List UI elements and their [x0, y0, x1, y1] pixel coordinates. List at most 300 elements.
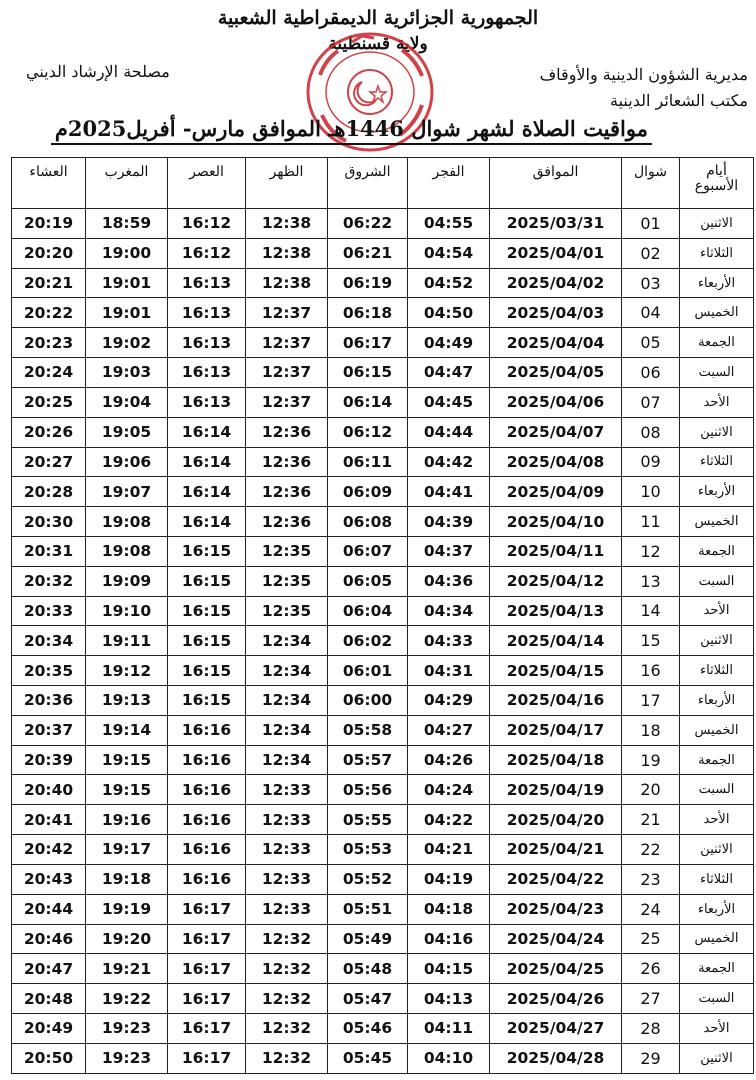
cell-fajr: 04:49: [408, 328, 490, 358]
column-header-day: [680, 158, 754, 209]
cell-isha: 20:47: [12, 954, 86, 984]
cell-asr: 16:13: [168, 358, 246, 388]
cell-day: الأحد: [680, 1013, 754, 1043]
cell-shuruq: 05:45: [328, 1043, 408, 1073]
cell-asr: 16:17: [168, 1013, 246, 1043]
cell-fajr: 04:33: [408, 626, 490, 656]
cell-asr: 16:14: [168, 507, 246, 537]
cell-day: الخميس: [680, 715, 754, 745]
cell-shuruq: 06:01: [328, 656, 408, 686]
cell-day: الاثنين: [680, 835, 754, 865]
cell-date: 2025/03/31: [490, 209, 622, 239]
cell-fajr: 04:15: [408, 954, 490, 984]
cell-shawwal: 23: [622, 864, 680, 894]
cell-asr: 16:15: [168, 686, 246, 716]
cell-dhuhr: 12:36: [246, 417, 328, 447]
cell-day: السبت: [680, 984, 754, 1014]
cell-day: الاثنين: [680, 626, 754, 656]
cell-maghrib: 19:08: [86, 536, 168, 566]
cell-shuruq: 06:05: [328, 566, 408, 596]
cell-day: السبت: [680, 775, 754, 805]
cell-maghrib: 19:15: [86, 745, 168, 775]
column-header-shuruq: الشروق: [328, 158, 408, 209]
cell-maghrib: 19:16: [86, 805, 168, 835]
cell-shawwal: 24: [622, 894, 680, 924]
cell-fajr: 04:11: [408, 1013, 490, 1043]
cell-asr: 16:16: [168, 835, 246, 865]
cell-day: الأحد: [680, 805, 754, 835]
cell-date: 2025/04/01: [490, 238, 622, 268]
cell-isha: 20:46: [12, 924, 86, 954]
cell-maghrib: 19:18: [86, 864, 168, 894]
cell-maghrib: 19:04: [86, 387, 168, 417]
cell-fajr: 04:18: [408, 894, 490, 924]
cell-fajr: 04:27: [408, 715, 490, 745]
cell-shawwal: 05: [622, 328, 680, 358]
province-name: ولاية قسنطينة: [328, 34, 428, 54]
cell-day: الأربعاء: [680, 894, 754, 924]
column-header-dhuhr: الظهر: [246, 158, 328, 209]
cell-isha: 20:34: [12, 626, 86, 656]
cell-day: الاثنين: [680, 1043, 754, 1073]
cell-date: 2025/04/26: [490, 984, 622, 1014]
cell-isha: 20:25: [12, 387, 86, 417]
cell-dhuhr: 12:37: [246, 387, 328, 417]
cell-date: 2025/04/19: [490, 775, 622, 805]
cell-shawwal: 27: [622, 984, 680, 1014]
cell-maghrib: 19:14: [86, 715, 168, 745]
cell-asr: 16:14: [168, 417, 246, 447]
cell-maghrib: 19:00: [86, 238, 168, 268]
cell-date: 2025/04/09: [490, 477, 622, 507]
cell-shuruq: 05:55: [328, 805, 408, 835]
table-row: [12, 775, 754, 805]
cell-maghrib: 19:01: [86, 268, 168, 298]
cell-day: الأحد: [680, 596, 754, 626]
cell-shuruq: 06:12: [328, 417, 408, 447]
service-name: مصلحة الإرشاد الديني: [26, 62, 170, 81]
table-row: [12, 387, 754, 417]
table-row: [12, 924, 754, 954]
cell-date: 2025/04/13: [490, 596, 622, 626]
cell-shuruq: 06:00: [328, 686, 408, 716]
cell-shuruq: 06:07: [328, 536, 408, 566]
cell-shawwal: 19: [622, 745, 680, 775]
table-row: [12, 447, 754, 477]
cell-shuruq: 06:15: [328, 358, 408, 388]
cell-asr: 16:12: [168, 238, 246, 268]
cell-isha: 20:48: [12, 984, 86, 1014]
cell-isha: 20:44: [12, 894, 86, 924]
cell-maghrib: 18:59: [86, 209, 168, 239]
column-header-date: الموافق: [490, 158, 622, 209]
cell-maghrib: 19:01: [86, 298, 168, 328]
cell-day: الأحد: [680, 387, 754, 417]
cell-date: 2025/04/14: [490, 626, 622, 656]
cell-maghrib: 19:23: [86, 1043, 168, 1073]
cell-dhuhr: 12:34: [246, 626, 328, 656]
cell-maghrib: 19:23: [86, 1013, 168, 1043]
cell-asr: 16:16: [168, 775, 246, 805]
table-row: [12, 745, 754, 775]
table-row: [12, 626, 754, 656]
cell-day: الأربعاء: [680, 268, 754, 298]
cell-fajr: 04:54: [408, 238, 490, 268]
cell-maghrib: 19:05: [86, 417, 168, 447]
cell-shuruq: 05:46: [328, 1013, 408, 1043]
cell-day: الجمعة: [680, 745, 754, 775]
cell-shuruq: 05:56: [328, 775, 408, 805]
cell-asr: 16:15: [168, 626, 246, 656]
cell-shuruq: 06:11: [328, 447, 408, 477]
cell-fajr: 04:55: [408, 209, 490, 239]
cell-day: السبت: [680, 358, 754, 388]
cell-fajr: 04:29: [408, 686, 490, 716]
prayer-times-table: [11, 157, 754, 1074]
cell-date: 2025/04/17: [490, 715, 622, 745]
cell-asr: 16:17: [168, 984, 246, 1014]
cell-date: 2025/04/18: [490, 745, 622, 775]
cell-fajr: 04:37: [408, 536, 490, 566]
table-header-row: [12, 158, 754, 209]
cell-shuruq: 05:48: [328, 954, 408, 984]
cell-isha: 20:42: [12, 835, 86, 865]
cell-fajr: 04:42: [408, 447, 490, 477]
cell-isha: 20:31: [12, 536, 86, 566]
table-row: [12, 358, 754, 388]
cell-shuruq: 06:02: [328, 626, 408, 656]
cell-date: 2025/04/20: [490, 805, 622, 835]
column-header-shawwal: شوال: [622, 158, 680, 209]
cell-maghrib: 19:08: [86, 507, 168, 537]
cell-shuruq: 05:53: [328, 835, 408, 865]
cell-maghrib: 19:17: [86, 835, 168, 865]
cell-date: 2025/04/07: [490, 417, 622, 447]
cell-maghrib: 19:19: [86, 894, 168, 924]
cell-maghrib: 19:06: [86, 447, 168, 477]
cell-date: 2025/04/27: [490, 1013, 622, 1043]
cell-dhuhr: 12:38: [246, 268, 328, 298]
cell-dhuhr: 12:33: [246, 894, 328, 924]
cell-asr: 16:13: [168, 268, 246, 298]
table-row: [12, 298, 754, 328]
cell-asr: 16:17: [168, 1043, 246, 1073]
cell-asr: 16:16: [168, 745, 246, 775]
cell-shawwal: 28: [622, 1013, 680, 1043]
cell-shawwal: 03: [622, 268, 680, 298]
cell-shuruq: 05:47: [328, 984, 408, 1014]
cell-day: الأربعاء: [680, 477, 754, 507]
cell-shuruq: 06:21: [328, 238, 408, 268]
cell-shawwal: 25: [622, 924, 680, 954]
table-row: [12, 805, 754, 835]
cell-fajr: 04:31: [408, 656, 490, 686]
cell-date: 2025/04/24: [490, 924, 622, 954]
cell-isha: 20:30: [12, 507, 86, 537]
cell-shawwal: 06: [622, 358, 680, 388]
cell-day: الثلاثاء: [680, 864, 754, 894]
table-row: [12, 417, 754, 447]
cell-date: 2025/04/21: [490, 835, 622, 865]
cell-asr: 16:13: [168, 328, 246, 358]
page-title: مواقيت الصلاة لشهر شوال 1446هـ الموافق مارس- أفريل2025م: [51, 116, 652, 145]
cell-day: الخميس: [680, 507, 754, 537]
cell-fajr: 04:34: [408, 596, 490, 626]
cell-maghrib: 19:02: [86, 328, 168, 358]
cell-dhuhr: 12:35: [246, 536, 328, 566]
table-row: [12, 536, 754, 566]
cell-shawwal: 10: [622, 477, 680, 507]
cell-fajr: 04:41: [408, 477, 490, 507]
cell-shawwal: 07: [622, 387, 680, 417]
cell-shawwal: 20: [622, 775, 680, 805]
cell-maghrib: 19:22: [86, 984, 168, 1014]
column-header-fajr: الفجر: [408, 158, 490, 209]
table-row: [12, 209, 754, 239]
cell-dhuhr: 12:38: [246, 209, 328, 239]
cell-asr: 16:17: [168, 954, 246, 984]
cell-shuruq: 05:58: [328, 715, 408, 745]
cell-fajr: 04:50: [408, 298, 490, 328]
cell-shawwal: 08: [622, 417, 680, 447]
cell-shuruq: 06:04: [328, 596, 408, 626]
cell-isha: 20:33: [12, 596, 86, 626]
table-row: [12, 686, 754, 716]
cell-isha: 20:20: [12, 238, 86, 268]
cell-day: الاثنين: [680, 209, 754, 239]
cell-shuruq: 05:52: [328, 864, 408, 894]
cell-shawwal: 15: [622, 626, 680, 656]
table-row: [12, 238, 754, 268]
cell-asr: 16:14: [168, 447, 246, 477]
cell-shawwal: 22: [622, 835, 680, 865]
cell-shawwal: 17: [622, 686, 680, 716]
cell-asr: 16:17: [168, 924, 246, 954]
cell-date: 2025/04/10: [490, 507, 622, 537]
cell-dhuhr: 12:35: [246, 566, 328, 596]
table-row: [12, 835, 754, 865]
cell-shuruq: 05:49: [328, 924, 408, 954]
cell-maghrib: 19:15: [86, 775, 168, 805]
cell-day: الخميس: [680, 924, 754, 954]
directorate-name: مديرية الشؤون الدينية والأوقاف: [539, 65, 748, 84]
cell-fajr: 04:45: [408, 387, 490, 417]
cell-dhuhr: 12:34: [246, 715, 328, 745]
cell-date: 2025/04/22: [490, 864, 622, 894]
cell-day: الأربعاء: [680, 686, 754, 716]
cell-isha: 20:22: [12, 298, 86, 328]
cell-shawwal: 13: [622, 566, 680, 596]
cell-fajr: 04:19: [408, 864, 490, 894]
cell-asr: 16:13: [168, 387, 246, 417]
cell-maghrib: 19:03: [86, 358, 168, 388]
cell-maghrib: 19:10: [86, 596, 168, 626]
cell-shawwal: 18: [622, 715, 680, 745]
cell-day: الخميس: [680, 298, 754, 328]
cell-isha: 20:36: [12, 686, 86, 716]
cell-day: الثلاثاء: [680, 656, 754, 686]
cell-maghrib: 19:13: [86, 686, 168, 716]
cell-dhuhr: 12:33: [246, 864, 328, 894]
cell-fajr: 04:13: [408, 984, 490, 1014]
cell-isha: 20:39: [12, 745, 86, 775]
cell-shuruq: 06:19: [328, 268, 408, 298]
cell-asr: 16:15: [168, 656, 246, 686]
cell-day: الثلاثاء: [680, 447, 754, 477]
cell-shawwal: 12: [622, 536, 680, 566]
column-header-asr: العصر: [168, 158, 246, 209]
cell-day: الاثنين: [680, 417, 754, 447]
cell-shuruq: 05:51: [328, 894, 408, 924]
cell-shawwal: 02: [622, 238, 680, 268]
cell-dhuhr: 12:37: [246, 298, 328, 328]
cell-maghrib: 19:07: [86, 477, 168, 507]
cell-date: 2025/04/03: [490, 298, 622, 328]
cell-date: 2025/04/16: [490, 686, 622, 716]
cell-dhuhr: 12:37: [246, 358, 328, 388]
cell-maghrib: 19:20: [86, 924, 168, 954]
table-row: [12, 328, 754, 358]
cell-asr: 16:12: [168, 209, 246, 239]
cell-dhuhr: 12:37: [246, 328, 328, 358]
cell-fajr: 04:52: [408, 268, 490, 298]
cell-maghrib: 19:21: [86, 954, 168, 984]
cell-day: الجمعة: [680, 536, 754, 566]
cell-isha: 20:23: [12, 328, 86, 358]
cell-asr: 16:16: [168, 864, 246, 894]
column-header-day-line2: الأسبوع: [694, 178, 739, 194]
directorate-block: [540, 62, 748, 114]
cell-dhuhr: 12:32: [246, 924, 328, 954]
cell-dhuhr: 12:33: [246, 775, 328, 805]
cell-dhuhr: 12:33: [246, 835, 328, 865]
cell-isha: 20:50: [12, 1043, 86, 1073]
cell-shuruq: 06:08: [328, 507, 408, 537]
cell-date: 2025/04/12: [490, 566, 622, 596]
cell-isha: 20:41: [12, 805, 86, 835]
cell-fajr: 04:36: [408, 566, 490, 596]
cell-dhuhr: 12:34: [246, 745, 328, 775]
cell-isha: 20:40: [12, 775, 86, 805]
cell-isha: 20:49: [12, 1013, 86, 1043]
cell-date: 2025/04/11: [490, 536, 622, 566]
cell-date: 2025/04/28: [490, 1043, 622, 1073]
cell-asr: 16:15: [168, 536, 246, 566]
table-row: [12, 1013, 754, 1043]
table-row: [12, 566, 754, 596]
cell-isha: 20:27: [12, 447, 86, 477]
cell-shawwal: 09: [622, 447, 680, 477]
table-row: [12, 268, 754, 298]
cell-asr: 16:17: [168, 894, 246, 924]
cell-maghrib: 19:09: [86, 566, 168, 596]
cell-dhuhr: 12:32: [246, 954, 328, 984]
cell-isha: 20:28: [12, 477, 86, 507]
cell-isha: 20:26: [12, 417, 86, 447]
cell-shuruq: 06:18: [328, 298, 408, 328]
cell-shuruq: 06:22: [328, 209, 408, 239]
office-name: مكتب الشعائر الدينية: [610, 91, 748, 110]
cell-dhuhr: 12:32: [246, 1043, 328, 1073]
cell-dhuhr: 12:35: [246, 596, 328, 626]
table-row: [12, 656, 754, 686]
cell-fajr: 04:21: [408, 835, 490, 865]
cell-shawwal: 21: [622, 805, 680, 835]
cell-maghrib: 19:12: [86, 656, 168, 686]
cell-day: الجمعة: [680, 328, 754, 358]
cell-isha: 20:43: [12, 864, 86, 894]
cell-isha: 20:24: [12, 358, 86, 388]
table-row: [12, 984, 754, 1014]
cell-dhuhr: 12:36: [246, 477, 328, 507]
column-header-day-line1: أيام: [706, 163, 727, 179]
cell-shawwal: 29: [622, 1043, 680, 1073]
table-row: [12, 507, 754, 537]
cell-isha: 20:32: [12, 566, 86, 596]
cell-fajr: 04:10: [408, 1043, 490, 1073]
cell-fajr: 04:39: [408, 507, 490, 537]
cell-maghrib: 19:11: [86, 626, 168, 656]
prayer-times-table-wrap: [12, 157, 754, 1074]
cell-date: 2025/04/02: [490, 268, 622, 298]
cell-fajr: 04:47: [408, 358, 490, 388]
table-row: [12, 477, 754, 507]
cell-date: 2025/04/23: [490, 894, 622, 924]
table-row: [12, 596, 754, 626]
cell-date: 2025/04/04: [490, 328, 622, 358]
cell-date: 2025/04/06: [490, 387, 622, 417]
cell-date: 2025/04/15: [490, 656, 622, 686]
cell-fajr: 04:22: [408, 805, 490, 835]
cell-day: الجمعة: [680, 954, 754, 984]
cell-shawwal: 01: [622, 209, 680, 239]
table-row: [12, 954, 754, 984]
cell-dhuhr: 12:34: [246, 656, 328, 686]
cell-asr: 16:14: [168, 477, 246, 507]
cell-isha: 20:21: [12, 268, 86, 298]
cell-shawwal: 16: [622, 656, 680, 686]
cell-dhuhr: 12:36: [246, 447, 328, 477]
cell-dhuhr: 12:34: [246, 686, 328, 716]
cell-isha: 20:35: [12, 656, 86, 686]
republic-name: الجمهورية الجزائرية الديمقراطية الشعبية: [217, 7, 539, 29]
cell-shuruq: 06:14: [328, 387, 408, 417]
cell-fajr: 04:44: [408, 417, 490, 447]
column-header-maghrib: المغرب: [86, 158, 168, 209]
cell-asr: 16:13: [168, 298, 246, 328]
cell-asr: 16:16: [168, 715, 246, 745]
cell-isha: 20:19: [12, 209, 86, 239]
cell-date: 2025/04/25: [490, 954, 622, 984]
cell-fajr: 04:24: [408, 775, 490, 805]
table-body: [12, 209, 754, 1074]
cell-dhuhr: 12:32: [246, 1013, 328, 1043]
table-row: [12, 715, 754, 745]
cell-date: 2025/04/08: [490, 447, 622, 477]
cell-fajr: 04:16: [408, 924, 490, 954]
cell-dhuhr: 12:36: [246, 507, 328, 537]
cell-day: السبت: [680, 566, 754, 596]
cell-shawwal: 26: [622, 954, 680, 984]
table-row: [12, 894, 754, 924]
cell-day: الثلاثاء: [680, 238, 754, 268]
cell-dhuhr: 12:33: [246, 805, 328, 835]
cell-shawwal: 11: [622, 507, 680, 537]
column-header-isha: العشاء: [12, 158, 86, 209]
cell-shuruq: 05:57: [328, 745, 408, 775]
cell-asr: 16:16: [168, 805, 246, 835]
cell-asr: 16:15: [168, 566, 246, 596]
